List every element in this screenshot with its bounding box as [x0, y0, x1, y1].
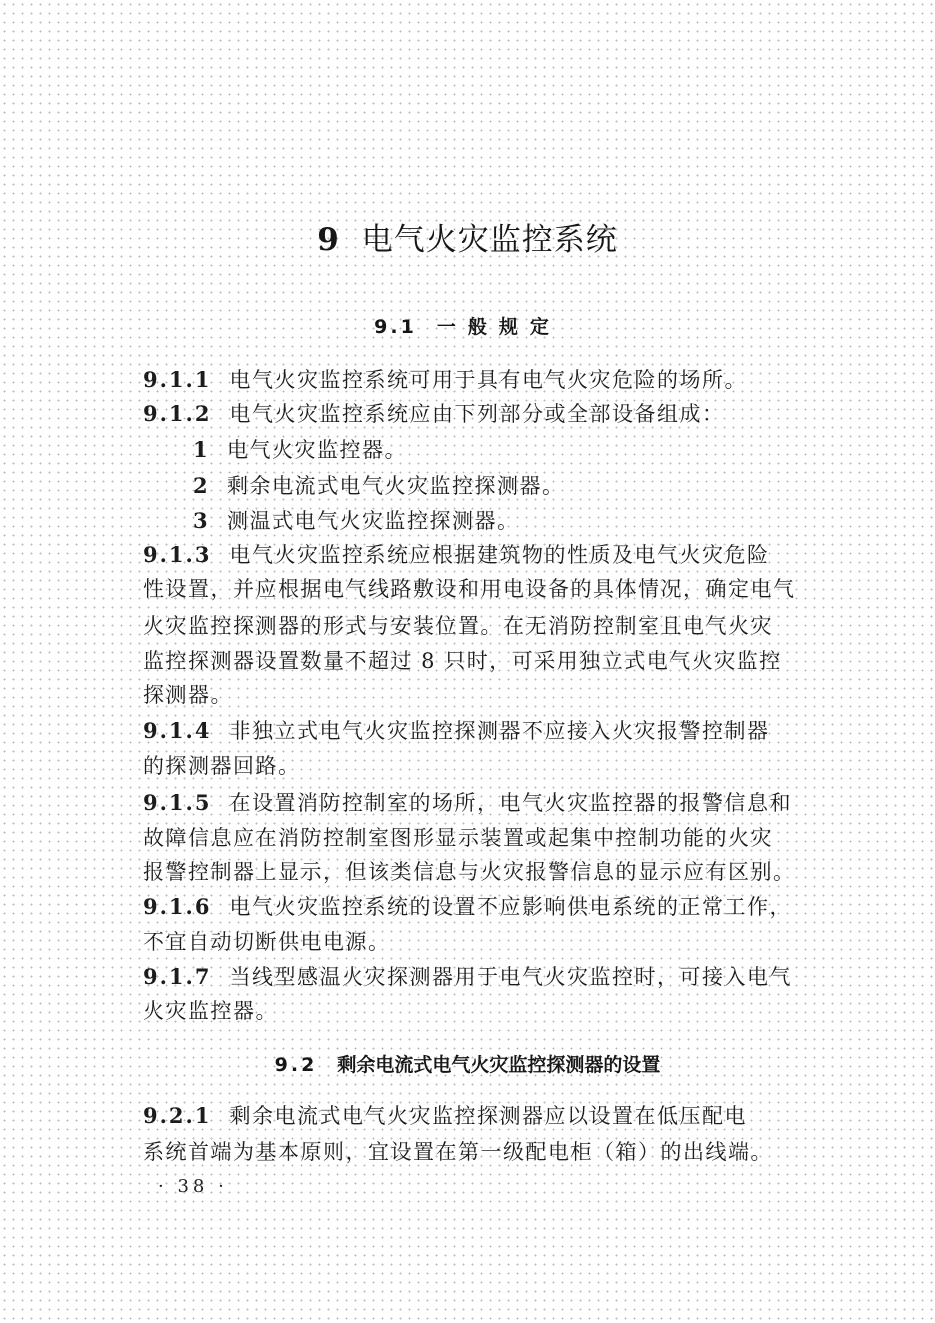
- paragraph-text: 的探测器回路。: [143, 754, 301, 778]
- paragraph-line: [143, 821, 803, 855]
- clause-line: [143, 786, 803, 820]
- paragraph-text: 报警控制器上显示，但该类信息与火灾报警信息的显示应有区别。: [143, 860, 796, 884]
- clause-text: 电气火灾监控系统应根据建筑物的性质及电气火灾危险: [229, 543, 770, 567]
- clause-text: 在设置消防控制室的场所，电气火灾监控器的报警信息和: [229, 791, 792, 815]
- paragraph-text: 探测器。: [143, 683, 233, 707]
- clause-line: [143, 363, 803, 397]
- paragraph-text: 不宜自动切断供电电源。: [143, 930, 391, 954]
- chapter-title: [0, 218, 935, 262]
- list-item: [143, 433, 803, 467]
- clause-line: [143, 397, 803, 431]
- clause-line: [143, 714, 803, 748]
- page-number: · 38 ·: [158, 1176, 228, 1197]
- chapter-title-text: 电气火灾监控系统: [361, 222, 618, 258]
- section-number: 9.1: [374, 316, 417, 338]
- paragraph-line: [143, 644, 803, 678]
- paragraph-text: 系统首端为基本原则，宜设置在第一级配电柜（箱）的出线端。: [143, 1140, 773, 1164]
- item-text: 剩余电流式电气火灾监控探测器。: [227, 474, 565, 498]
- clause-line: [143, 890, 803, 924]
- paragraph-line: [143, 925, 803, 959]
- paragraph-text: 监控探测器设置数量不超过 8 只时，可采用独立式电气火灾监控: [143, 649, 782, 673]
- clause-number: 9.1.1: [143, 367, 212, 392]
- clause-text: 当线型感温火灾探测器用于电气火灾监控时，可接入电气: [229, 965, 792, 989]
- clause-number: 9.1.6: [143, 894, 212, 919]
- paragraph-line: [143, 749, 803, 783]
- paragraph-line: [143, 609, 803, 643]
- paragraph-text: 火灾监控器。: [143, 999, 278, 1023]
- section-title-text: 一般规定: [436, 316, 561, 338]
- clause-line: [143, 538, 803, 572]
- item-number: 1: [192, 437, 210, 462]
- section-number: 9.2: [274, 1054, 318, 1076]
- clause-text: 剩余电流式电气火灾监控探测器应以设置在低压配电: [229, 1104, 747, 1128]
- list-item: [143, 469, 803, 503]
- clause-text: 电气火灾监控系统应由下列部分或全部设备组成：: [229, 402, 725, 426]
- clause-number: 9.1.4: [143, 718, 212, 743]
- paragraph-line: [143, 994, 803, 1028]
- clause-line: [143, 960, 803, 994]
- clause-number: 9.1.7: [143, 964, 212, 989]
- section-title-9-1: [0, 312, 935, 342]
- item-text: 电气火灾监控器。: [227, 438, 407, 462]
- item-number: 3: [192, 508, 210, 533]
- clause-text: 电气火灾监控系统的设置不应影响供电系统的正常工作，: [229, 895, 792, 919]
- paragraph-text: 性设置，并应根据电气线路敷设和用电设备的具体情况，确定电气: [143, 577, 796, 601]
- paragraph-line: [143, 1135, 803, 1169]
- item-text: 测温式电气火灾监控探测器。: [227, 509, 520, 533]
- clause-number: 9.1.5: [143, 790, 212, 815]
- clause-number: 9.2.1: [143, 1103, 212, 1128]
- paragraph-line: [143, 572, 803, 606]
- paragraph-line: [143, 678, 803, 712]
- chapter-number: 9: [317, 222, 340, 258]
- clause-number: 9.1.2: [143, 401, 212, 426]
- item-number: 2: [192, 473, 210, 498]
- paragraph-text: 故障信息应在消防控制室图形显示装置或起集中控制功能的火灾: [143, 826, 773, 850]
- list-item: [143, 504, 803, 538]
- section-title-9-2: [0, 1050, 935, 1080]
- clause-text: 电气火灾监控系统可用于具有电气火灾危险的场所。: [229, 368, 747, 392]
- clause-line: [143, 1099, 803, 1133]
- paragraph-text: 火灾监控探测器的形式与安装位置。在无消防控制室且电气火灾: [143, 614, 773, 638]
- clause-text: 非独立式电气火灾监控探测器不应接入火灾报警控制器: [229, 719, 770, 743]
- paragraph-line: [143, 855, 803, 889]
- clause-number: 9.1.3: [143, 542, 212, 567]
- section-title-text: 剩余电流式电气火灾监控探测器的设置: [337, 1054, 661, 1076]
